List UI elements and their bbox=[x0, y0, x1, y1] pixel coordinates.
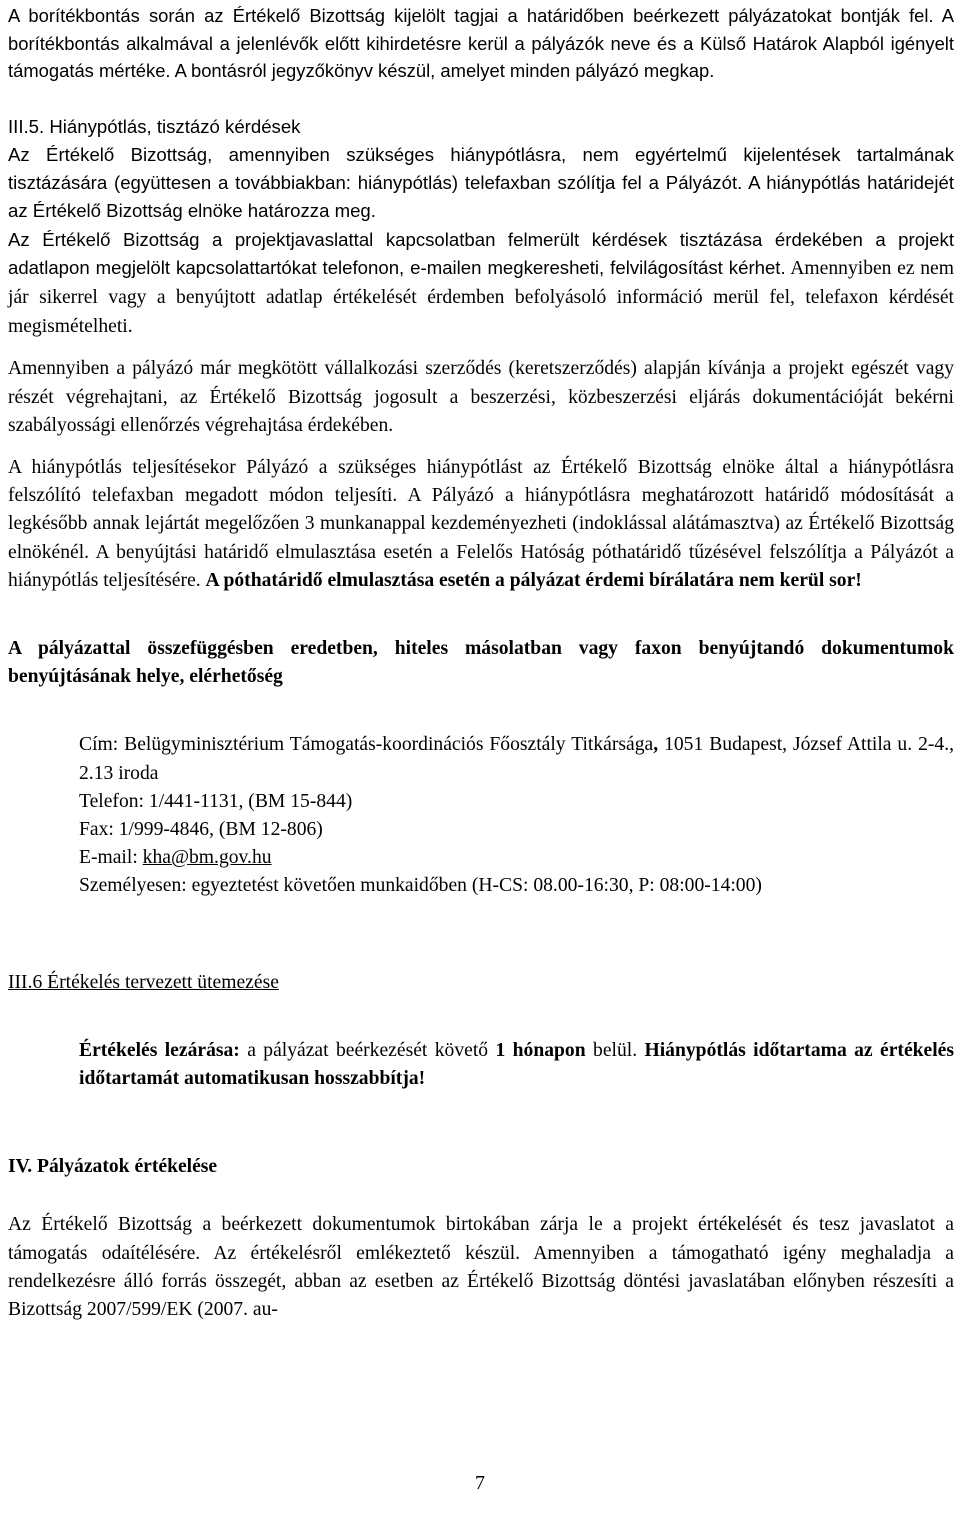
intro-paragraph: A borítékbontás során az Értékelő Bizottság kijelölt tagjai a határidőben beérkezett pályázatokat bontják fel. A borítékbontás alkalmával a jelenlévők előtt kihirdetésre kerül a pályázók neve és a Külső Határok Alapból igényelt támogatás mértéke. A bontásról jegyzőkönyv készül, amelyet minden pályázó megkap. bbox=[8, 5, 954, 82]
section-iv-paragraph: Az Értékelő Bizottság a beérkezett dokumentumok birtokában zárja le a projekt értékelését és tesz javaslatot a támogatás odaítélésére. Az értékelésről emlékeztető készül. Amennyiben a támogatható igény meghaladja a rendelkezésre álló forrás összegét, abban az esetben az Értékelő Bizottság döntési javaslatában előnyben részesíti a Bizottság 2007/599/EK (2007. au- bbox=[8, 1214, 954, 1321]
section-iii5-number: III.5. bbox=[8, 115, 45, 137]
section-iii5 bbox=[8, 113, 954, 342]
section-iii5-title: Hiánypótlás, tisztázó kérdések bbox=[49, 115, 301, 137]
section-iii5-heading bbox=[8, 113, 954, 141]
document-page bbox=[8, 2, 954, 1324]
section-iii5-paragraph-2a: Az Értékelő Bizottság a projektjavaslattal kapcsolatban felmerült kérdések tisztázása érdekében a projekt adatlapon megjelölt kapcsolattartókat telefonon, e-mailen megkeresheti, felvilágosítást kérhet. bbox=[8, 228, 954, 278]
section-iii5-paragraph-4-bold: A póthatáridő elmulasztása esetén a pályázat érdemi bírálatára nem kerül sor! bbox=[205, 569, 862, 591]
documents-heading: A pályázattal összefüggésben eredetben, hiteles másolatban vagy faxon benyújtandó dokumentumok benyújtásának helye, elérhetőség bbox=[8, 638, 954, 688]
section-iii6-heading: III.6 Értékelés tervezett ütemezése bbox=[8, 971, 279, 993]
evaluation-closing: Értékelés lezárása: a pályázat beérkezését követő 1 hónapon belül. Hiánypótlás időtartama az értékelés időtartamát automatikusan hosszabbítja! bbox=[79, 1039, 954, 1090]
section-iii5-paragraph-3: Amennyiben a pályázó már megkötött vállalkozási szerződés (keretszerződés) alapján kívánja a projekt egészét vagy részét végrehajtani, az Értékelő Bizottság jogosult a beszerzési, közbeszerzési eljárás dokumentációját bekérni szabályossági ellenőrzés végrehajtása érdekében. bbox=[8, 358, 954, 436]
section-iii5-paragraph-4 bbox=[8, 454, 954, 595]
email-link[interactable]: kha@bm.gov.hu bbox=[142, 847, 272, 869]
section-iv-heading: IV. Pályázatok értékelése bbox=[8, 1156, 218, 1178]
section-iii5-paragraph-1: Az Értékelő Bizottság, amennyiben szükséges hiánypótlásra, nem egyértelmű kijelentések tartalmának tisztázására (együttesen a továbbiakban: hiánypótlás) telefaxban szólítja fel a Pályázót. A hiánypótlás határidejét az Értékelő Bizottság elnöke határozza meg. bbox=[8, 143, 954, 222]
section-iii5-paragraph-2 bbox=[8, 226, 954, 342]
contact-in-person: Személyesen: egyeztetést követően munkaidőben (H-CS: 08.00-16:30, P: 08:00-14:00) bbox=[79, 875, 762, 897]
contact-phone: Telefon: 1/441-1131, (BM 15-844) bbox=[79, 790, 353, 812]
contact-fax: Fax: 1/999-4846, (BM 12-806) bbox=[79, 819, 323, 841]
page-number: 7 bbox=[475, 1472, 485, 1494]
contact-address: Cím: Belügyminisztérium Támogatás-koordinációs Főosztály Titkársága, 1051 Budapest, József Attila u. 2-4., 2.13 iroda bbox=[79, 734, 954, 784]
section-iii5-paragraph-4-text: A hiánypótlás teljesítésekor Pályázó a szükséges hiánypótlást az Értékelő Bizottság elnöke által a hiánypótlásra felszólító telefaxban megadott módon teljesíti. A Pályázó a hiánypótlásra meghatározott határidő módosítását a legkésőbb annak lejártát megelőzően 3 munkanappal kezdeményezheti (indoklással alátámasztva) az Értékelő Bizottság elnökénél. A benyújtási határidő elmulasztása esetén a Felelős Hatóság póthatáridő tűzésével felszólítja a Pályázót a hiánypótlás teljesítésére. bbox=[8, 457, 954, 591]
section-iii5-paragraph-2b: Amennyiben ez nem jár sikerrel vagy a benyújtott adatlap értékelését érdemben befolyásoló információ merül fel, telefaxon kérdését megismételheti. bbox=[8, 257, 954, 338]
contact-email: E-mail: kha@bm.gov.hu bbox=[79, 847, 272, 869]
contact-block bbox=[79, 731, 954, 900]
